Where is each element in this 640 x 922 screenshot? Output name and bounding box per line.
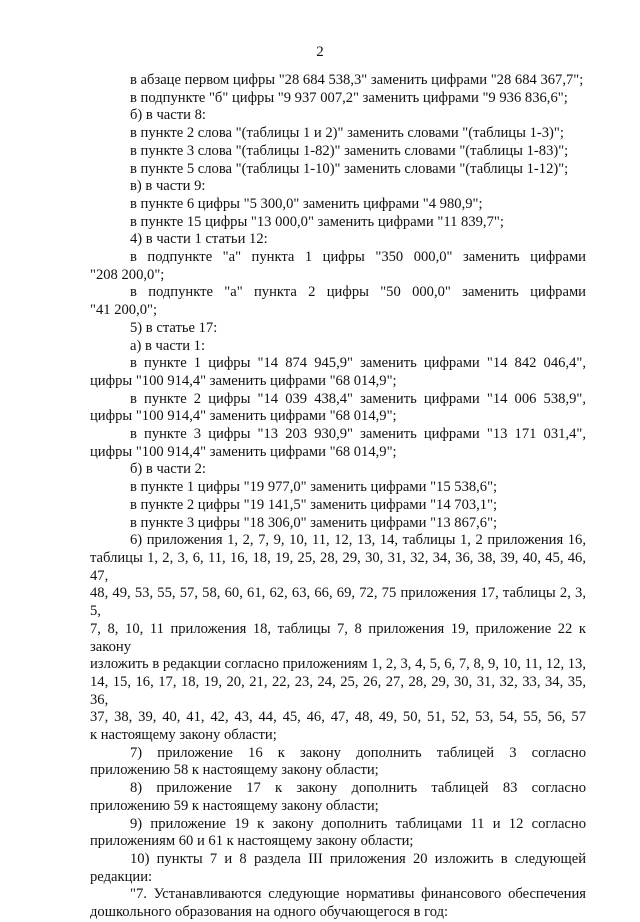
text-line: в пункте 3 цифры "18 306,0" заменить цифрами "13 867,6";: [130, 514, 498, 531]
paragraph-line: цифры "100 914,4" заменить цифрами "68 014,9";: [90, 372, 397, 389]
paragraph-line: приложению 58 к настоящему закону области;: [90, 762, 379, 779]
text-line: в пункте 6 цифры "5 300,0" заменить цифрами "4 980,9";: [130, 195, 483, 212]
paragraph-line: 7, 8, 10, 11 приложения 18, таблицы 7, 8 приложения 19, приложение 22 к закону: [90, 620, 586, 655]
paragraph-line: к настоящему закону области;: [90, 727, 277, 744]
text-line: в пункте 2 слова "(таблицы 1 и 2)" заменить словами "(таблицы 1-3)";: [130, 125, 564, 142]
paragraph-item-9: [90, 816, 586, 851]
paragraph-first-line: в пункте 2 цифры "14 039 438,4" заменить цифрами "14 006 538,9",: [130, 390, 586, 407]
paragraph-first-line: 9) приложение 19 к закону дополнить таблицами 11 и 12 согласно: [130, 815, 586, 832]
text-line: в пункте 2 цифры "19 141,5" заменить цифрами "14 703,1";: [130, 496, 498, 513]
paragraph-line: редакции:: [90, 868, 153, 885]
paragraph: [90, 426, 586, 461]
paragraph-line: приложениям 60 и 61 к настоящему закону области;: [90, 833, 414, 850]
text-line: в пункте 1 цифры "19 977,0" заменить цифрами "15 538,6";: [130, 479, 498, 496]
paragraph-item-6: [90, 532, 586, 744]
paragraph-first-line: 7) приложение 16 к закону дополнить таблицей 3 согласно: [130, 744, 586, 761]
text-line: в пункте 15 цифры "13 000,0" заменить цифрами "11 839,7";: [130, 213, 504, 230]
paragraph-line: "208 200,0";: [90, 266, 165, 283]
paragraph-line: 37, 38, 39, 40, 41, 42, 43, 44, 45, 46, 47, 48, 49, 50, 51, 52, 53, 54, 55, 56, 57: [90, 709, 586, 726]
text-line: в) в части 9:: [130, 178, 206, 195]
paragraph-item-7: [90, 745, 586, 780]
paragraph-line: дошкольного образования на одного обучающегося в год:: [90, 904, 449, 921]
paragraph-first-line: 6) приложения 1, 2, 7, 9, 10, 11, 12, 13, 14, таблицы 1, 2 приложения 16,: [130, 532, 586, 549]
paragraph-first-line: "7. Устанавливаются следующие нормативы финансового обеспечения: [130, 886, 586, 903]
paragraph-first-line: 8) приложение 17 к закону дополнить таблицей 83 согласно: [130, 780, 586, 797]
paragraph-first-line: в пункте 1 цифры "14 874 945,9" заменить цифрами "14 842 046,4",: [130, 355, 586, 372]
text-line: в пункте 3 слова "(таблицы 1-82)" заменить словами "(таблицы 1-83)";: [130, 142, 569, 159]
page-number: 2: [316, 44, 324, 60]
text-line: б) в части 2:: [130, 461, 206, 478]
text-line: в подпункте "б" цифры "9 937 007,2" заменить цифрами "9 936 836,6";: [130, 89, 568, 106]
paragraph-item-10: [90, 851, 586, 886]
paragraph-line: цифры "100 914,4" заменить цифрами "68 014,9";: [90, 408, 397, 425]
paragraph-line: изложить в редакции согласно приложениям 1, 2, 3, 4, 5, 6, 7, 8, 9, 10, 11, 12, 13,: [90, 656, 587, 673]
text-line: 5) в статье 17:: [130, 319, 218, 336]
paragraph-line: цифры "100 914,4" заменить цифрами "68 014,9";: [90, 443, 397, 460]
paragraph-first-line: 10) пункты 7 и 8 раздела III приложения 20 изложить в следующей: [130, 850, 586, 867]
paragraph-first-line: в подпункте "а" пункта 1 цифры "350 000,0" заменить цифрами: [130, 249, 586, 266]
paragraph: [90, 355, 586, 390]
paragraph-first-line: в подпункте "а" пункта 2 цифры "50 000,0" заменить цифрами: [130, 284, 586, 301]
paragraph: [90, 284, 586, 319]
text-line: а) в части 1:: [130, 337, 206, 354]
paragraph: [90, 391, 586, 426]
paragraph-line: приложению 59 к настоящему закону области;: [90, 797, 379, 814]
paragraph-line: таблицы 1, 2, 3, 6, 11, 16, 18, 19, 25, 28, 29, 30, 31, 32, 34, 36, 38, 39, 40, 45, 46, 47,: [90, 549, 586, 584]
paragraph: [90, 249, 586, 284]
text-line: в абзаце первом цифры "28 684 538,3" заменить цифрами "28 684 367,7";: [130, 72, 584, 88]
document-body: [90, 72, 586, 922]
paragraph-first-line: в пункте 3 цифры "13 203 930,9" заменить цифрами "13 171 031,4",: [130, 426, 586, 443]
text-line: в пункте 5 слова "(таблицы 1-10)" заменить словами "(таблицы 1-12)";: [130, 160, 569, 177]
paragraph-line: 14, 15, 16, 17, 18, 19, 20, 21, 22, 23, 24, 25, 26, 27, 28, 29, 30, 31, 32, 33, 34, 35, 36,: [90, 673, 586, 708]
paragraph-item-8: [90, 780, 586, 815]
paragraph-line: "41 200,0";: [90, 302, 158, 319]
text-line: 4) в части 1 статьи 12:: [130, 231, 268, 248]
text-line: б) в части 8:: [130, 107, 206, 124]
paragraph-line: 48, 49, 53, 55, 57, 58, 60, 61, 62, 63, 66, 69, 72, 75 приложения 17, таблицы 2, 3, 5,: [90, 585, 586, 620]
quoted-paragraph: [90, 886, 586, 921]
